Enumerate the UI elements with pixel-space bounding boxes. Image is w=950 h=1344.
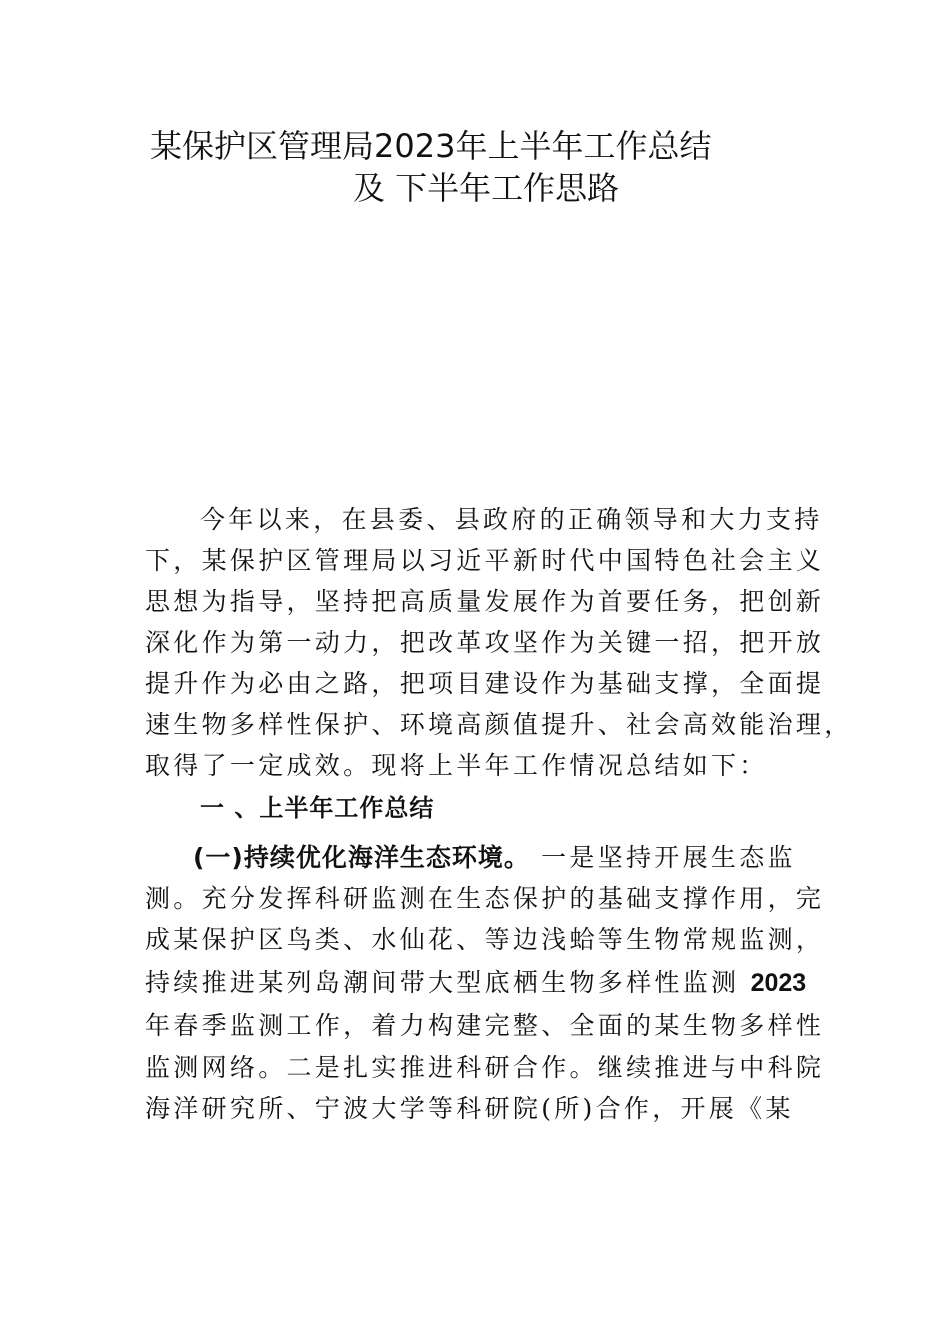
subsection-lead: (一)持续优化海洋生态环境。 [193,843,530,872]
body-line-2: 成某保护区鸟类、水仙花、等边浅蛤等生物常规监测， [145,925,825,954]
intro-line-5: 提升作为必由之路，把项目建设作为基础支撑，全面提 [145,669,825,698]
section-heading: 一 、上半年工作总结 [200,794,435,822]
body-line-1: 测。充分发挥科研监测在生态保护的基础支撑作用，完 [145,884,825,913]
body-line-5: 监测网络。二是扎实推进科研合作。继续推进与中科院 [145,1053,825,1082]
body-line-6: 海洋研究所、宁波大学等科研院(所)合作，开展《某 [145,1094,794,1123]
intro-line-2: 下，某保护区管理局以习近平新时代中国特色社会主义 [145,546,825,575]
body-line-4: 年春季监测工作，着力构建完整、全面的某生物多样性 [145,1011,825,1040]
document-title-line-1: 某保护区管理局2023年上半年工作总结 [150,127,712,165]
intro-line-3: 思想为指导，坚持把高质量发展作为首要任务，把创新 [145,587,825,616]
document-title-line-2: 及 下半年工作思路 [353,169,620,207]
intro-line-6: 速生物多样性保护、环境高颜值提升、社会高效能治理， [145,710,853,739]
subsection-first-text: 一是坚持开展生态监 [529,843,796,872]
body-line-3-text: 持续推进某列岛潮间带大型底栖生物多样性监测 [145,968,751,997]
intro-line-7: 取得了一定成效。现将上半年工作情况总结如下： [145,751,768,780]
body-year: 2023 [750,969,807,997]
intro-line-1: 今年以来，在县委、县政府的正确领导和大力支持 [200,505,823,534]
subsection-first-line [193,840,805,876]
intro-line-4: 深化作为第一动力，把改革攻坚作为关键一招，把开放 [145,628,825,657]
body-line-3 [145,965,805,1001]
